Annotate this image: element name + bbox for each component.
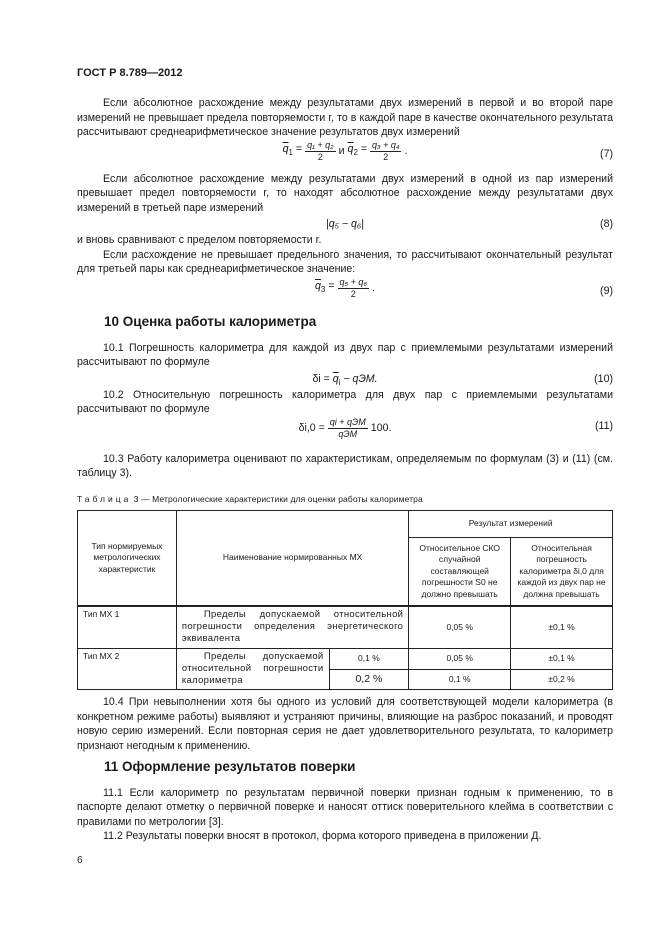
section-heading: 11 Оформление результатов поверки [104,759,356,774]
cell-rel: ±0,1 % [511,649,613,670]
numerator: q₃ + q₄ [372,139,400,150]
fraction [338,277,370,300]
cell-limit: 0,1 % [329,649,409,670]
formula-number: (11) [594,419,613,432]
cell-sko: 0,05 % [409,649,511,670]
cell-type: Тип МХ 2 [78,649,177,690]
numerator: q₁ + q₂ [307,139,334,150]
fraction [305,140,336,163]
document-header: ГОСТ Р 8.789—2012 [77,67,183,79]
numerator: qi + qЭМ [329,416,366,427]
formula-symbol: $\overline{q}$ [282,142,289,155]
formula-number: (8) [600,218,613,230]
section-11 [77,760,613,844]
denominator: 2 [317,151,323,162]
formula-sub: 2 [353,147,358,157]
formula-text: . [372,281,375,294]
cell-rel: ±0,1 % [511,606,613,649]
formula-number: (10) [594,372,613,385]
formula-sub: 3 [320,284,326,294]
formula-7: $\overline{q}_1$ = $\frac{\text{q₁ + q₂}}{2}$ и $\overline{q}_2$ = $\frac{\text{q₃ + q₄}}{2}$ . (7) [282,139,613,162]
formula-text: 100. [370,421,392,434]
formula-text: и [338,144,345,157]
denominator: 2 [350,288,356,299]
formula-8 [77,215,613,233]
header-type: Тип нормируемых метрологических характеристик [78,511,177,606]
formula-symbol: $\overline{q}$ [315,279,321,292]
table-row [78,606,613,649]
numerator: q₅ + q₆ [339,276,368,287]
formula-10 [77,370,613,388]
paragraph: Если абсолютное расхождение между результатами двух измерений в одной из пар измерений превышает предел повторяемости r, то находят абсолютное расхождение между результатами двух измерений в третьей паре измерений [77,172,613,214]
cell-type: Тип МХ 1 [78,606,177,649]
header-name: Наименование нормированных МХ [176,511,408,606]
cell-name: Пределы допускаемой относительной погрешности калориметра [176,649,329,690]
section-heading: 10 Оценка работы калориметра [104,314,317,329]
formula-text: δi,0 = [298,421,325,434]
formula-text: . [404,144,408,157]
fraction [370,140,401,163]
denominator: qЭМ [338,428,358,439]
section-10-4 [77,695,613,753]
cell-limit: 0,2 % [329,669,409,690]
formula-symbol: $\overline{q}$ [332,372,339,385]
paragraph: 11.1 Если калориметр по результатам первичной поверки признан годным к применению, то в паспорте делают отметку о первичной поверке и наносят оттиск поверительного клейма в соответствии с правилами по метрологии [3]. [77,786,613,828]
header-rel: Относительная погрешность калориметра δi,0 для каждой из двух пар не должна превышать [511,538,613,606]
formula-9: $\overline{q}_3$ = $\frac{\text{q₅ + q₆}}{2}$ . (9) [315,276,613,299]
paragraph: 11.2 Результаты поверки вносят в протокол, форма которого приведена в приложении Д. [103,830,542,842]
formula-symbol: $\overline{q}$ [347,142,354,155]
paragraph: 10.3 Работу калориметра оценивают по характеристикам, определяемым по формулам (3) и (11) (см. таблицу 3). [77,452,613,479]
paragraph: 10.1 Погрешность калориметра для каждой из двух пар с приемлемыми результатами измерений рассчитывают по формуле [77,341,613,368]
formula-number: (9) [600,284,613,297]
formula-text: − qЭМ. [343,372,378,385]
formula-sub: i [338,377,341,387]
cell-sko: 0,05 % [409,606,511,649]
header-result: Результат измерений [409,511,613,538]
table-row [78,649,613,670]
formula-sub: 1 [288,147,293,157]
caption-text: 3 — Метрологические характеристики для оценки работы калориметра [133,494,423,504]
caption-label: Таблица [77,494,132,504]
table-caption [77,492,613,507]
formula-text: δi = [312,372,330,385]
cell-sko: 0,1 % [409,669,511,690]
paragraph: Если расхождение не превышает предельного значения, то рассчитывают окончательный результат для третьей пары как среднеарифметическое значение: [77,248,613,275]
formula-text: |q₅ − q₆| [326,218,364,230]
header-sko: Относительное СКО случайной составляющей погрешности S0 не должно превышать [409,538,511,606]
section-10 [77,315,613,481]
denominator: 2 [383,151,389,162]
fraction [328,417,368,440]
paragraph: и вновь сравнивают с пределом повторяемости r. [77,234,322,246]
paragraph: Если абсолютное расхождение между результатами двух измерений в первой и во второй паре измерений не превышает предела повторяемости r, то в каждой паре в качестве окончательного результата рассчитывают среднеарифметическое значение результатов двух измерений [77,97,613,138]
paragraph: 10.4 При невыполнении хотя бы одного из условий для соответствующей модели калориметра (в конкретном режиме работы) выявляют и устраняют причины, влияющие на разброс показаний, и проводят новую серию измерений. Если повторная серия не дает удовлетворительного результата, то калориметр признают негодным к применению. [77,696,613,752]
table-3 [77,510,613,690]
paragraph: 10.2 Относительную погрешность калориметра для двух пар с приемлемыми результатами рассчитывают по формуле [77,388,613,415]
formula-11 [77,417,613,447]
formula-number: (7) [600,147,613,160]
cell-rel: ±0,2 % [511,669,613,690]
cell-name: Пределы допускаемой относительной погрешности определения энергетического эквивалента [176,606,408,649]
body-part-1 [77,96,613,305]
page-number: 6 [77,855,83,866]
